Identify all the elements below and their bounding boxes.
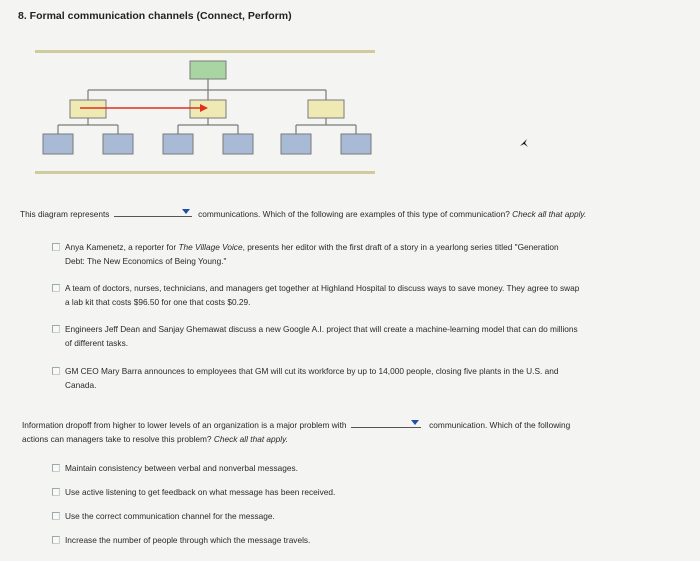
checkbox[interactable] bbox=[52, 243, 60, 251]
option-text: Use active listening to get feedback on what message has been received. bbox=[65, 487, 336, 497]
question-title: 8. Formal communication channels (Connect, Perform) bbox=[18, 10, 292, 22]
bottom-box bbox=[103, 134, 133, 154]
question1-option-4[interactable] bbox=[52, 364, 682, 392]
mid-level-box-center bbox=[190, 100, 226, 118]
question2-option-3[interactable] bbox=[52, 509, 275, 523]
question1-option-2[interactable] bbox=[52, 281, 682, 309]
mid-level-box-left bbox=[70, 100, 106, 118]
option-text: Maintain consistency between verbal and nonverbal messages. bbox=[65, 463, 298, 473]
option-text: Engineers Jeff Dean and Sanjay Ghemawat discuss a new Google A.I. project that will create a machine-learning model that can do millions of different tasks. bbox=[65, 324, 578, 348]
checkbox[interactable] bbox=[52, 367, 60, 375]
question1-option-3[interactable] bbox=[52, 322, 682, 350]
question2-instruction: Check all that apply. bbox=[213, 434, 288, 444]
mid-level-box-right bbox=[308, 100, 344, 118]
mouse-cursor-icon bbox=[519, 138, 529, 148]
option-text: Anya Kamenetz, a reporter for The Village Voice, presents her editor with the first draft of a story in a yearlong series titled "Generation Debt: The New Economics of Being Young." bbox=[65, 242, 559, 266]
option-text: Use the correct communication channel for the message. bbox=[65, 511, 275, 521]
checkbox[interactable] bbox=[52, 488, 60, 496]
bottom-box bbox=[43, 134, 73, 154]
checkbox[interactable] bbox=[52, 325, 60, 333]
question2-option-1[interactable] bbox=[52, 461, 298, 475]
checkbox[interactable] bbox=[52, 464, 60, 472]
option-text: GM CEO Mary Barra announces to employees that GM will cut its workforce by up to 14,000 people, closing five plants in the U.S. and Canada. bbox=[65, 366, 559, 390]
checkbox[interactable] bbox=[52, 512, 60, 520]
bottom-box bbox=[341, 134, 371, 154]
bottom-box bbox=[281, 134, 311, 154]
option-text: Increase the number of people through which the message travels. bbox=[65, 535, 311, 545]
checkbox[interactable] bbox=[52, 284, 60, 292]
org-chart-diagram bbox=[30, 45, 380, 180]
question1-prompt bbox=[20, 208, 690, 221]
top-level-box bbox=[190, 61, 226, 79]
bottom-box bbox=[223, 134, 253, 154]
question2-option-2[interactable] bbox=[52, 485, 335, 499]
dropdown-arrow-icon bbox=[182, 209, 190, 214]
question1-option-1[interactable] bbox=[52, 240, 682, 268]
checkbox[interactable] bbox=[52, 536, 60, 544]
question1-dropdown[interactable] bbox=[114, 208, 192, 217]
question1-suffix: communications. Which of the following are examples of this type of communication? bbox=[198, 209, 510, 219]
question2-prompt: Information dropoff from higher to lower levels of an organization is a major problem with communication. Which of the following actions can managers take to resolve this problem? Check all that apply. bbox=[22, 420, 571, 444]
top-rule bbox=[35, 50, 375, 53]
bottom-box bbox=[163, 134, 193, 154]
question2-option-4[interactable] bbox=[52, 533, 310, 547]
bottom-rule bbox=[35, 171, 375, 174]
option-text: A team of doctors, nurses, technicians, and managers get together at Highland Hospital to discuss ways to save money. They agree to swap a lab kit that costs $96.50 for one that costs $0.29. bbox=[65, 283, 580, 307]
question1-instruction: Check all that apply. bbox=[512, 209, 587, 219]
question1-prefix: This diagram represents bbox=[20, 209, 110, 219]
dropdown-arrow-icon bbox=[411, 420, 419, 425]
question2-dropdown[interactable] bbox=[351, 419, 421, 428]
